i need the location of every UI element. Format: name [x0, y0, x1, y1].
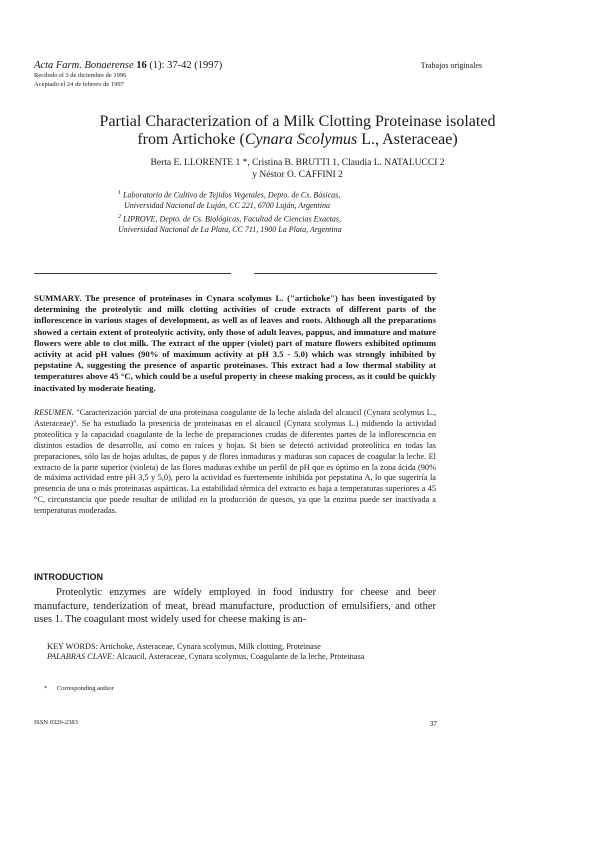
separator-rule-left	[34, 273, 231, 274]
affiliation-1-line-1: Laboratorio de Cultivo de Tejidos Vegetales, Depto. de Cs. Básicas,	[123, 190, 341, 200]
footnote	[44, 685, 114, 692]
journal-volume: 16	[136, 60, 147, 71]
journal-citation	[34, 60, 222, 71]
keywords-label: KEY WORDS:	[47, 642, 98, 651]
keywords	[47, 642, 437, 662]
section-label: Trabajos originales	[420, 61, 482, 70]
footnote-text: Corresponding author	[56, 685, 114, 692]
keywords-english	[47, 642, 437, 652]
authors-line-2: y Néstor O. CAFFINI 2	[252, 170, 343, 180]
journal-name: Acta Farm. Bonaerense	[34, 60, 134, 71]
footnote-marker: *	[44, 685, 48, 692]
section-heading-introduction: INTRODUCTION	[34, 572, 103, 582]
title-species: Cynara Scolymus	[244, 131, 358, 148]
affiliation-1-line-2: Universidad Nacional de Luján, CC 221, 6700 Luján, Argentina	[124, 200, 331, 210]
page-number: 37	[429, 719, 437, 728]
affiliation-2	[118, 212, 418, 235]
issn: ISSN 0326-2383	[34, 719, 78, 726]
affiliation-2-line-2: Universidad Nacional de La Plata, CC 711, 1900 La Plata, Argentina	[118, 224, 342, 234]
authors-line-1: Berta E. LLORENTE 1 *, Cristina B. BRUTTI 1, Claudia L. NATALUCCI 2	[150, 158, 445, 168]
affiliation-2-line-1: LIPROVE, Depto. de Cs. Biológicas, Facultad de Ciencias Exactas,	[123, 214, 341, 224]
title-line-1: Partial Characterization of a Milk Clotting Proteinase isolated	[99, 113, 496, 130]
resumen-text: "Caracterización parcial de una proteinasa coagulante de la leche aislada del alcaucil (Cynara scolymus L., Asteraceae)". Se ha estudiado la presencia de proteinasas en el alcaucil (Cynara scolymus L.) midiendo la actividad proteolítica y la capacidad coagulante de la leche de preparaciones crudas de diferentes partes de la inflorescencia en distintos estadíos de desarrollo, así como en raíces y hojas. Si bien se detectó actividad proteolítica en todas las preparaciones, sólo las de hojas adultas, de papus y de flores inmaduras y maduras son capaces de coagular la leche. El extracto de la parte superior (violeta) de las flores maduras exhibe un perfil de pH que es óptimo en la zona ácida (90% de máxima actividad entre pH 3,5 y 5,0), pero la actividad es fuertemente inhibida por pepstatina A, lo que sugeriría la presencia de una o más proteinasas aspárticas. La estabilidad térmica del extracto es baja a temperaturas superiores a 45 °C, circunstancia que puede resultar de utilidad en la producción de quesos, ya que la enzima puede ser inactivada a temperaturas moderadas.	[34, 408, 437, 516]
authors	[0, 157, 595, 181]
introduction-text: Proteolytic enzymes are widely employed in food industry for cheese and beer manufacture, tenderization of meat, bread manufacture, production of emulsifiers, and other uses 1. The coagulant most widely used for cheese making is an-	[34, 587, 436, 625]
paper-title	[0, 113, 595, 149]
affiliation-1-marker: 1	[118, 190, 121, 196]
abstract-label: SUMMARY.	[34, 293, 82, 303]
title-line-2	[0, 131, 595, 149]
title-line-2-suffix: L., Asteraceae)	[357, 131, 458, 148]
separator-rule-right	[254, 273, 437, 274]
title-line-2-prefix: from Artichoke (	[137, 131, 245, 148]
abstract	[34, 293, 436, 394]
affiliation-2-marker: 2	[118, 214, 121, 220]
accepted-date: Aceptado el 24 de febrero de 1997	[34, 81, 124, 88]
keywords-text: Artichoke, Asteraceae, Cynara scolymus, Milk clotting, Proteinase	[99, 642, 321, 651]
journal-issue-pages: (1): 37-42 (1997)	[149, 60, 223, 71]
resumen	[34, 408, 436, 517]
palabras-clave-text: Alcaucil, Asteraceae, Cynara scolymus, Coagulante de la leche, Proteinasa	[116, 652, 365, 661]
abstract-text: The presence of proteinases in Cynara scolymus L. ("artichoke") has been investigated by determining the proteolytic and milk clotting activities of crude extracts of different parts of the inflorescence in various stages of development, as well as of leaves and roots. Although all the preparations showed a certain extent of proteolytic activity, only those of adult leaves, pappus, and immature and mature flowers were able to clot milk. The extract of the upper (violet) part of mature flowers exhibited optimum activity at acid pH values (90% of maximum activity at pH 3.5 - 5.0) which was strongly inhibited by pepstatine A, suggesting the presence of aspartic proteinases. This extract had a low thermal stability at temperatures above 45 °C, which could be a useful property in cheese making process, as it could be quickly inactivated by moderate heating.	[34, 293, 437, 393]
received-date: Recibido el 3 de diciembre de 1996	[34, 72, 127, 79]
keywords-spanish	[47, 652, 437, 662]
palabras-clave-label: PALABRAS CLAVE:	[47, 652, 115, 661]
resumen-label: RESUMEN.	[34, 408, 74, 417]
affiliation-1	[118, 188, 418, 211]
